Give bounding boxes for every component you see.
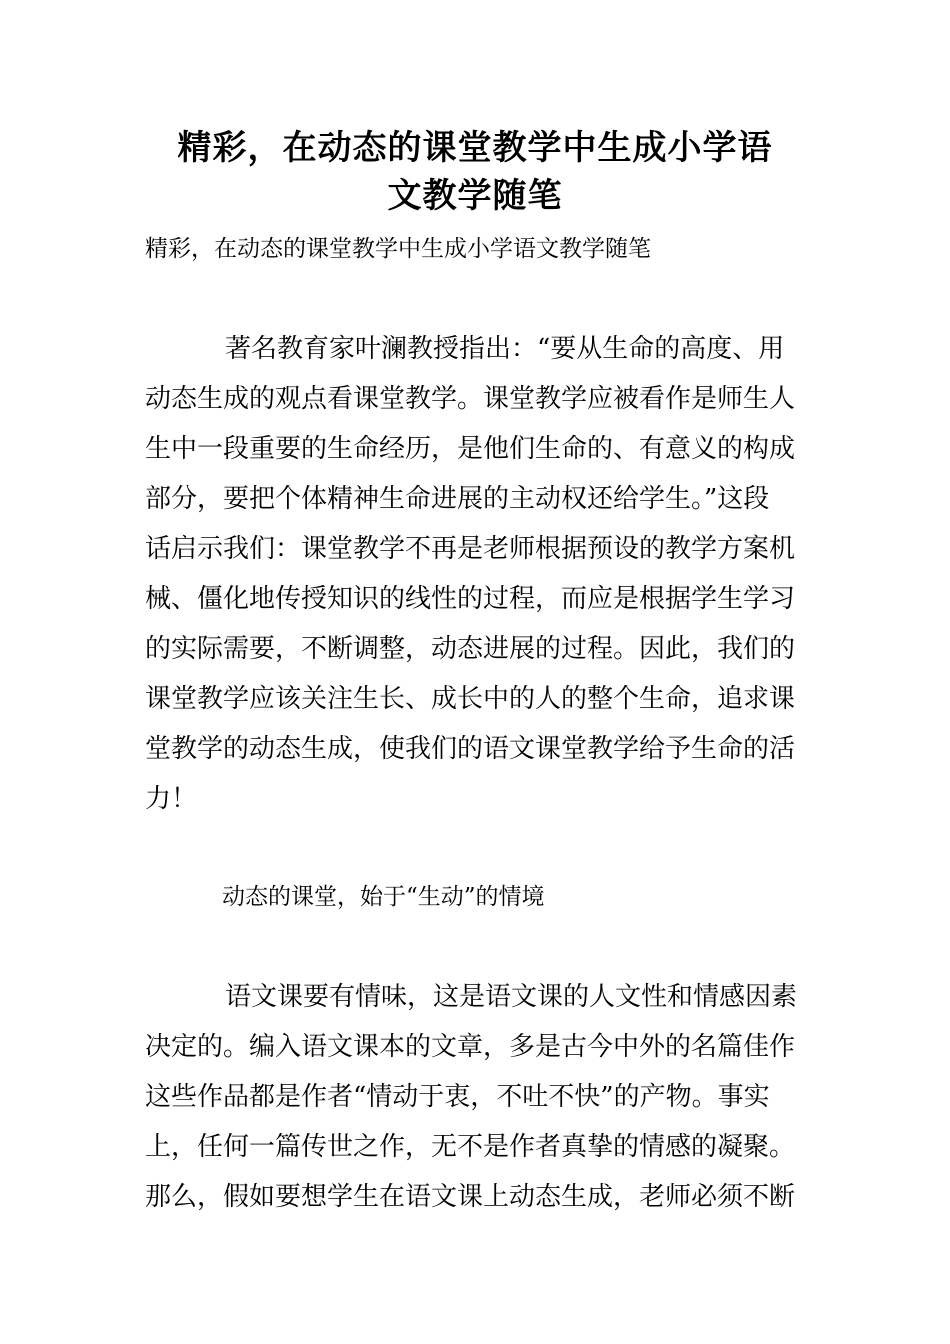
text-line: 那么，假如要想学生在语文课上动态生成，老师必须不断 [145, 1182, 796, 1212]
text-line: 部分，要把个体精神生命进展的主动权还给学生。”这段 [145, 484, 770, 514]
text-line: 话启示我们：课堂教学不再是老师根据预设的教学方案机 [145, 534, 796, 564]
document-title [140, 124, 810, 220]
text-line: 这些作品都是作者“情动于衷，不吐不快”的产物。事实 [145, 1082, 770, 1112]
text-line: 著名教育家叶澜教授指出：“要从生命的高度、用 [225, 334, 785, 364]
text-line: 动态生成的观点看课堂教学。课堂教学应被看作是师生人 [145, 384, 796, 414]
text-line: 生中一段重要的生命经历，是他们生命的、有意义的构成 [145, 434, 796, 464]
text-line: 决定的。编入语文课本的文章，多是古今中外的名篇佳作 [145, 1032, 796, 1062]
title-line: 文教学随笔 [387, 176, 563, 216]
title-line: 精彩，在动态的课堂教学中生成小学语 [177, 128, 773, 168]
text-line: 语文课要有情味，这是语文课的人文性和情感因素 [225, 982, 798, 1012]
text-line: 的实际需要，不断调整，动态进展的过程。因此，我们的 [145, 634, 796, 664]
text-line: 堂教学的动态生成，使我们的语文课堂教学给予生命的活 [145, 734, 796, 764]
text-line: 械、僵化地传授知识的线性的过程，而应是根据学生学习 [145, 584, 796, 614]
section-heading: 动态的课堂，始于“生动”的情境 [222, 884, 545, 910]
text-line: 力！ [145, 784, 198, 814]
document-subtitle: 精彩，在动态的课堂教学中生成小学语文教学随笔 [145, 236, 651, 262]
text-line: 课堂教学应该关注生长、成长中的人的整个生命，追求课 [145, 684, 796, 714]
text-line: 上，任何一篇传世之作，无不是作者真挚的情感的凝聚。 [145, 1132, 796, 1162]
